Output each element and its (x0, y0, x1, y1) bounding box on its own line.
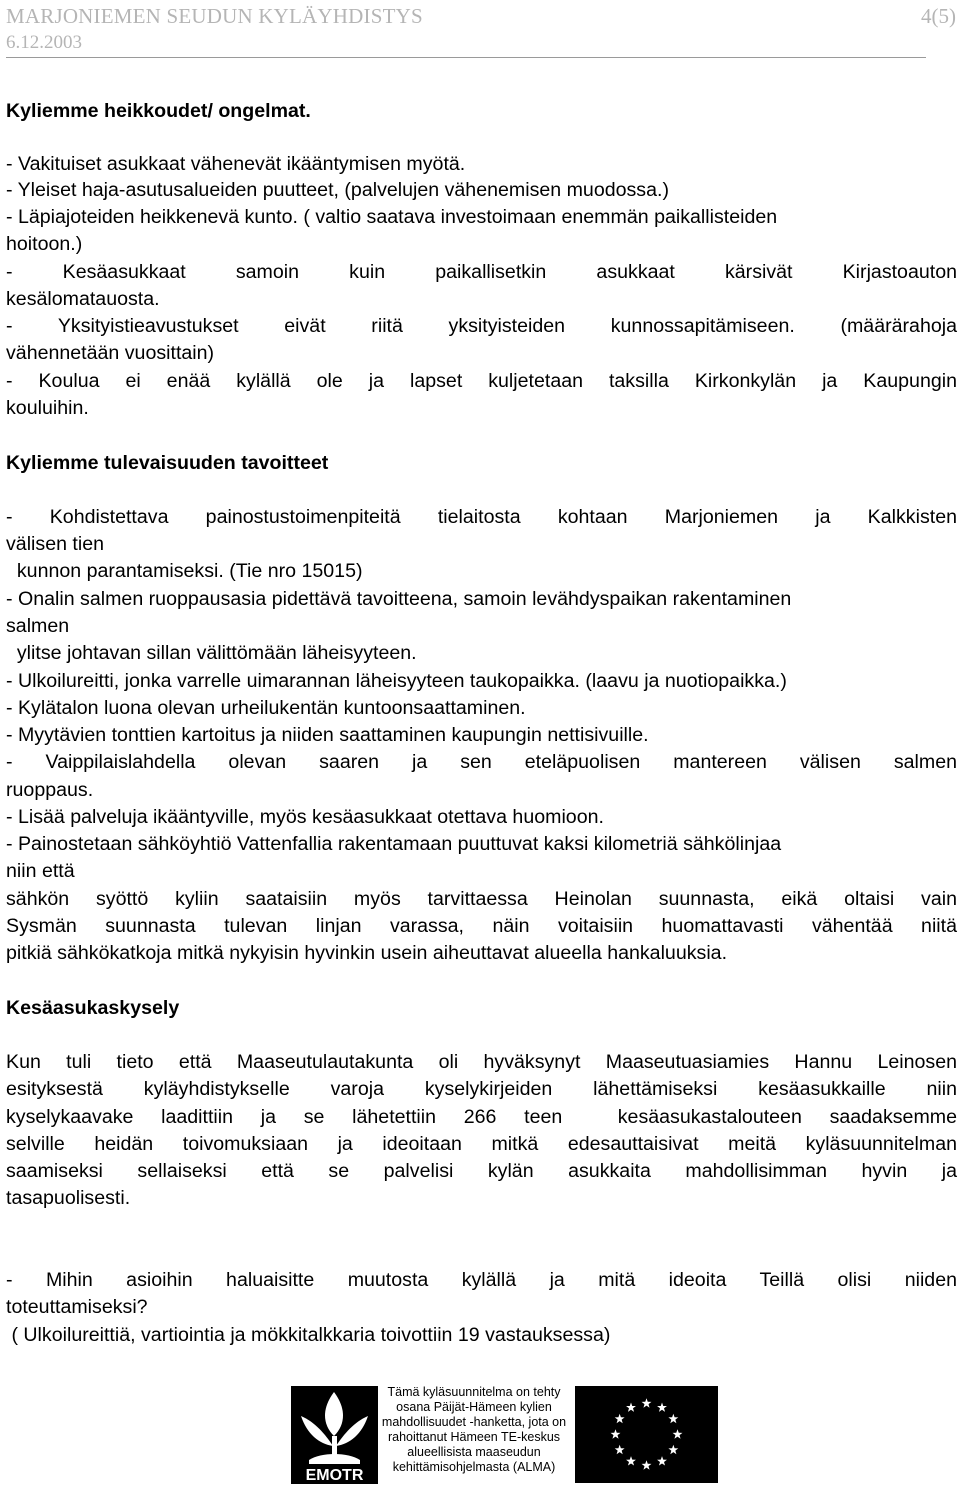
survey-answer-line: ( Ulkoilureittiä, vartiointia ja mökkitalkkaria toivottiin 19 vastauksessa) (6, 1324, 611, 1346)
header-divider (6, 57, 926, 58)
goal-line: - Kohdistettava painostustoimenpiteitä tielaitosta kohtaan Marjoniemen ja Kalkkisten (6, 506, 957, 528)
survey-line: saamiseksi sellaiseksi että se palvelisi kylän asukkaita mahdollisimman hyvin ja (6, 1160, 957, 1182)
survey-line: esityksestä kyläyhdistykselle varoja kyselykirjeiden lähettämiseksi kesäasukkaille niin (6, 1078, 957, 1100)
weakness-line: - Koulua ei enää kylällä ole ja lapset kuljetetaan taksilla Kirkonkylän ja Kaupungin (6, 370, 957, 392)
survey-line: Kun tuli tieto että Maaseutulautakunta oli hyväksynyt Maaseutuasiamies Hannu Leinosen (6, 1051, 957, 1073)
footer-line: mahdollisuudet -hanketta, jota on (381, 1415, 567, 1429)
weakness-line: vähennetään vuosittain) (6, 342, 215, 364)
goal-line: välisen tien (6, 533, 105, 555)
goal-line: - Painostetaan sähköyhtiö Vattenfallia rakentamaan puuttuvat kaksi kilometriä sähkölinjaa (6, 833, 782, 855)
goal-line: ylitse johtavan sillan välittömään läheisyyteen. (6, 642, 417, 664)
goal-line: pitkiä sähkökatkoja mitkä nykyisin hyvinkin usein aiheuttavat alueella hankaluuksia. (6, 942, 728, 964)
footer-line: Tämä kyläsuunnitelma on tehty (387, 1385, 561, 1399)
footer-funding-note (378, 1385, 570, 1475)
goal-line: - Onalin salmen ruoppausasia pidettävä tavoitteena, samoin levähdyspaikan rakentaminen (6, 588, 792, 610)
weakness-line: - Yksityistieavustukset eivät riitä yksityisteiden kunnossapitämiseen. (määrärahoja (6, 315, 957, 337)
goal-line: salmen (6, 615, 70, 637)
emotr-logo-text: EMOTR (305, 1467, 364, 1484)
weakness-line: hoitoon.) (6, 233, 83, 255)
survey-line: kyselykaavake laadittiin ja se lähetettiin 266 teen kesäasukastalouteen saadaksemme (6, 1106, 957, 1128)
footer-line: alueellisista maaseudun (407, 1445, 541, 1459)
goal-line: sähkön syöttö kyliin saataisiin myös tarvittaessa Heinolan suunnasta, eikä oltaisi vain (6, 888, 957, 910)
goal-line: - Myytävien tonttien kartoitus ja niiden saattaminen kaupungin nettisivuille. (6, 724, 649, 746)
footer-line: kehittämisohjelmasta (ALMA) (392, 1460, 556, 1474)
survey-heading: Kesäasukaskysely (6, 997, 180, 1019)
weakness-line: - Yleiset haja-asutusalueiden puutteet, (palvelujen vähenemisen muodossa.) (6, 179, 669, 201)
goal-line: - Lisää palveluja ikääntyville, myös kesäasukkaat otettava huomioon. (6, 806, 604, 828)
footer-line: osana Päijät-Hämeen kylien (396, 1400, 552, 1414)
goals-heading: Kyliemme tulevaisuuden tavoitteet (6, 452, 329, 474)
header-organization: MARJONIEMEN SEUDUN KYLÄYHDISTYS (6, 4, 423, 28)
weaknesses-heading: Kyliemme heikkoudet/ ongelmat. (6, 100, 311, 122)
survey-question-line: toteuttamiseksi? (6, 1296, 148, 1318)
eu-flag-icon (575, 1386, 718, 1483)
goal-line: - Kylätalon luona olevan urheilukentän kuntoonsaattaminen. (6, 697, 526, 719)
goal-line: - Ulkoilureitti, jonka varrelle uimarannan läheisyyteen taukopaikka. (laavu ja nuotiopaikka.) (6, 670, 787, 692)
survey-line: selville heidän toivomuksiaan ja ideoitaan mitkä edesauttaisivat meitä kyläsuunnitelman (6, 1133, 957, 1155)
survey-question-line: - Mihin asioihin haluaisitte muutosta kylällä ja mitä ideoita Teillä olisi niiden (6, 1269, 957, 1291)
weakness-line: - Läpiajoteiden heikkenevä kunto. ( valtio saatava investoimaan enemmän paikallisteiden (6, 206, 778, 228)
header-date: 6.12.2003 (6, 32, 82, 53)
goal-line: ruoppaus. (6, 779, 94, 801)
goal-line: - Vaippilaislahdella olevan saaren ja sen eteläpuolisen mantereen välisen salmen (6, 751, 957, 773)
goal-line: Sysmän suunnasta tulevan linjan varassa, näin voitaisiin huomattavasti vähentää niitä (6, 915, 957, 937)
emotr-logo (291, 1386, 378, 1484)
weakness-line: kouluihin. (6, 397, 89, 419)
goal-line: niin että (6, 860, 75, 882)
survey-line: tasapuolisesti. (6, 1187, 131, 1209)
weakness-line: kesälomatauosta. (6, 288, 160, 310)
goal-line: kunnon parantamiseksi. (Tie nro 15015) (6, 560, 363, 582)
header-page-number: 4(5) (921, 4, 956, 28)
footer-line: rahoittanut Hämeen TE-keskus (387, 1430, 561, 1444)
weakness-line: - Kesäasukkaat samoin kuin paikallisetkin asukkaat kärsivät Kirjastoauton (6, 261, 957, 283)
weakness-line: - Vakituiset asukkaat vähenevät ikääntymisen myötä. (6, 153, 466, 175)
